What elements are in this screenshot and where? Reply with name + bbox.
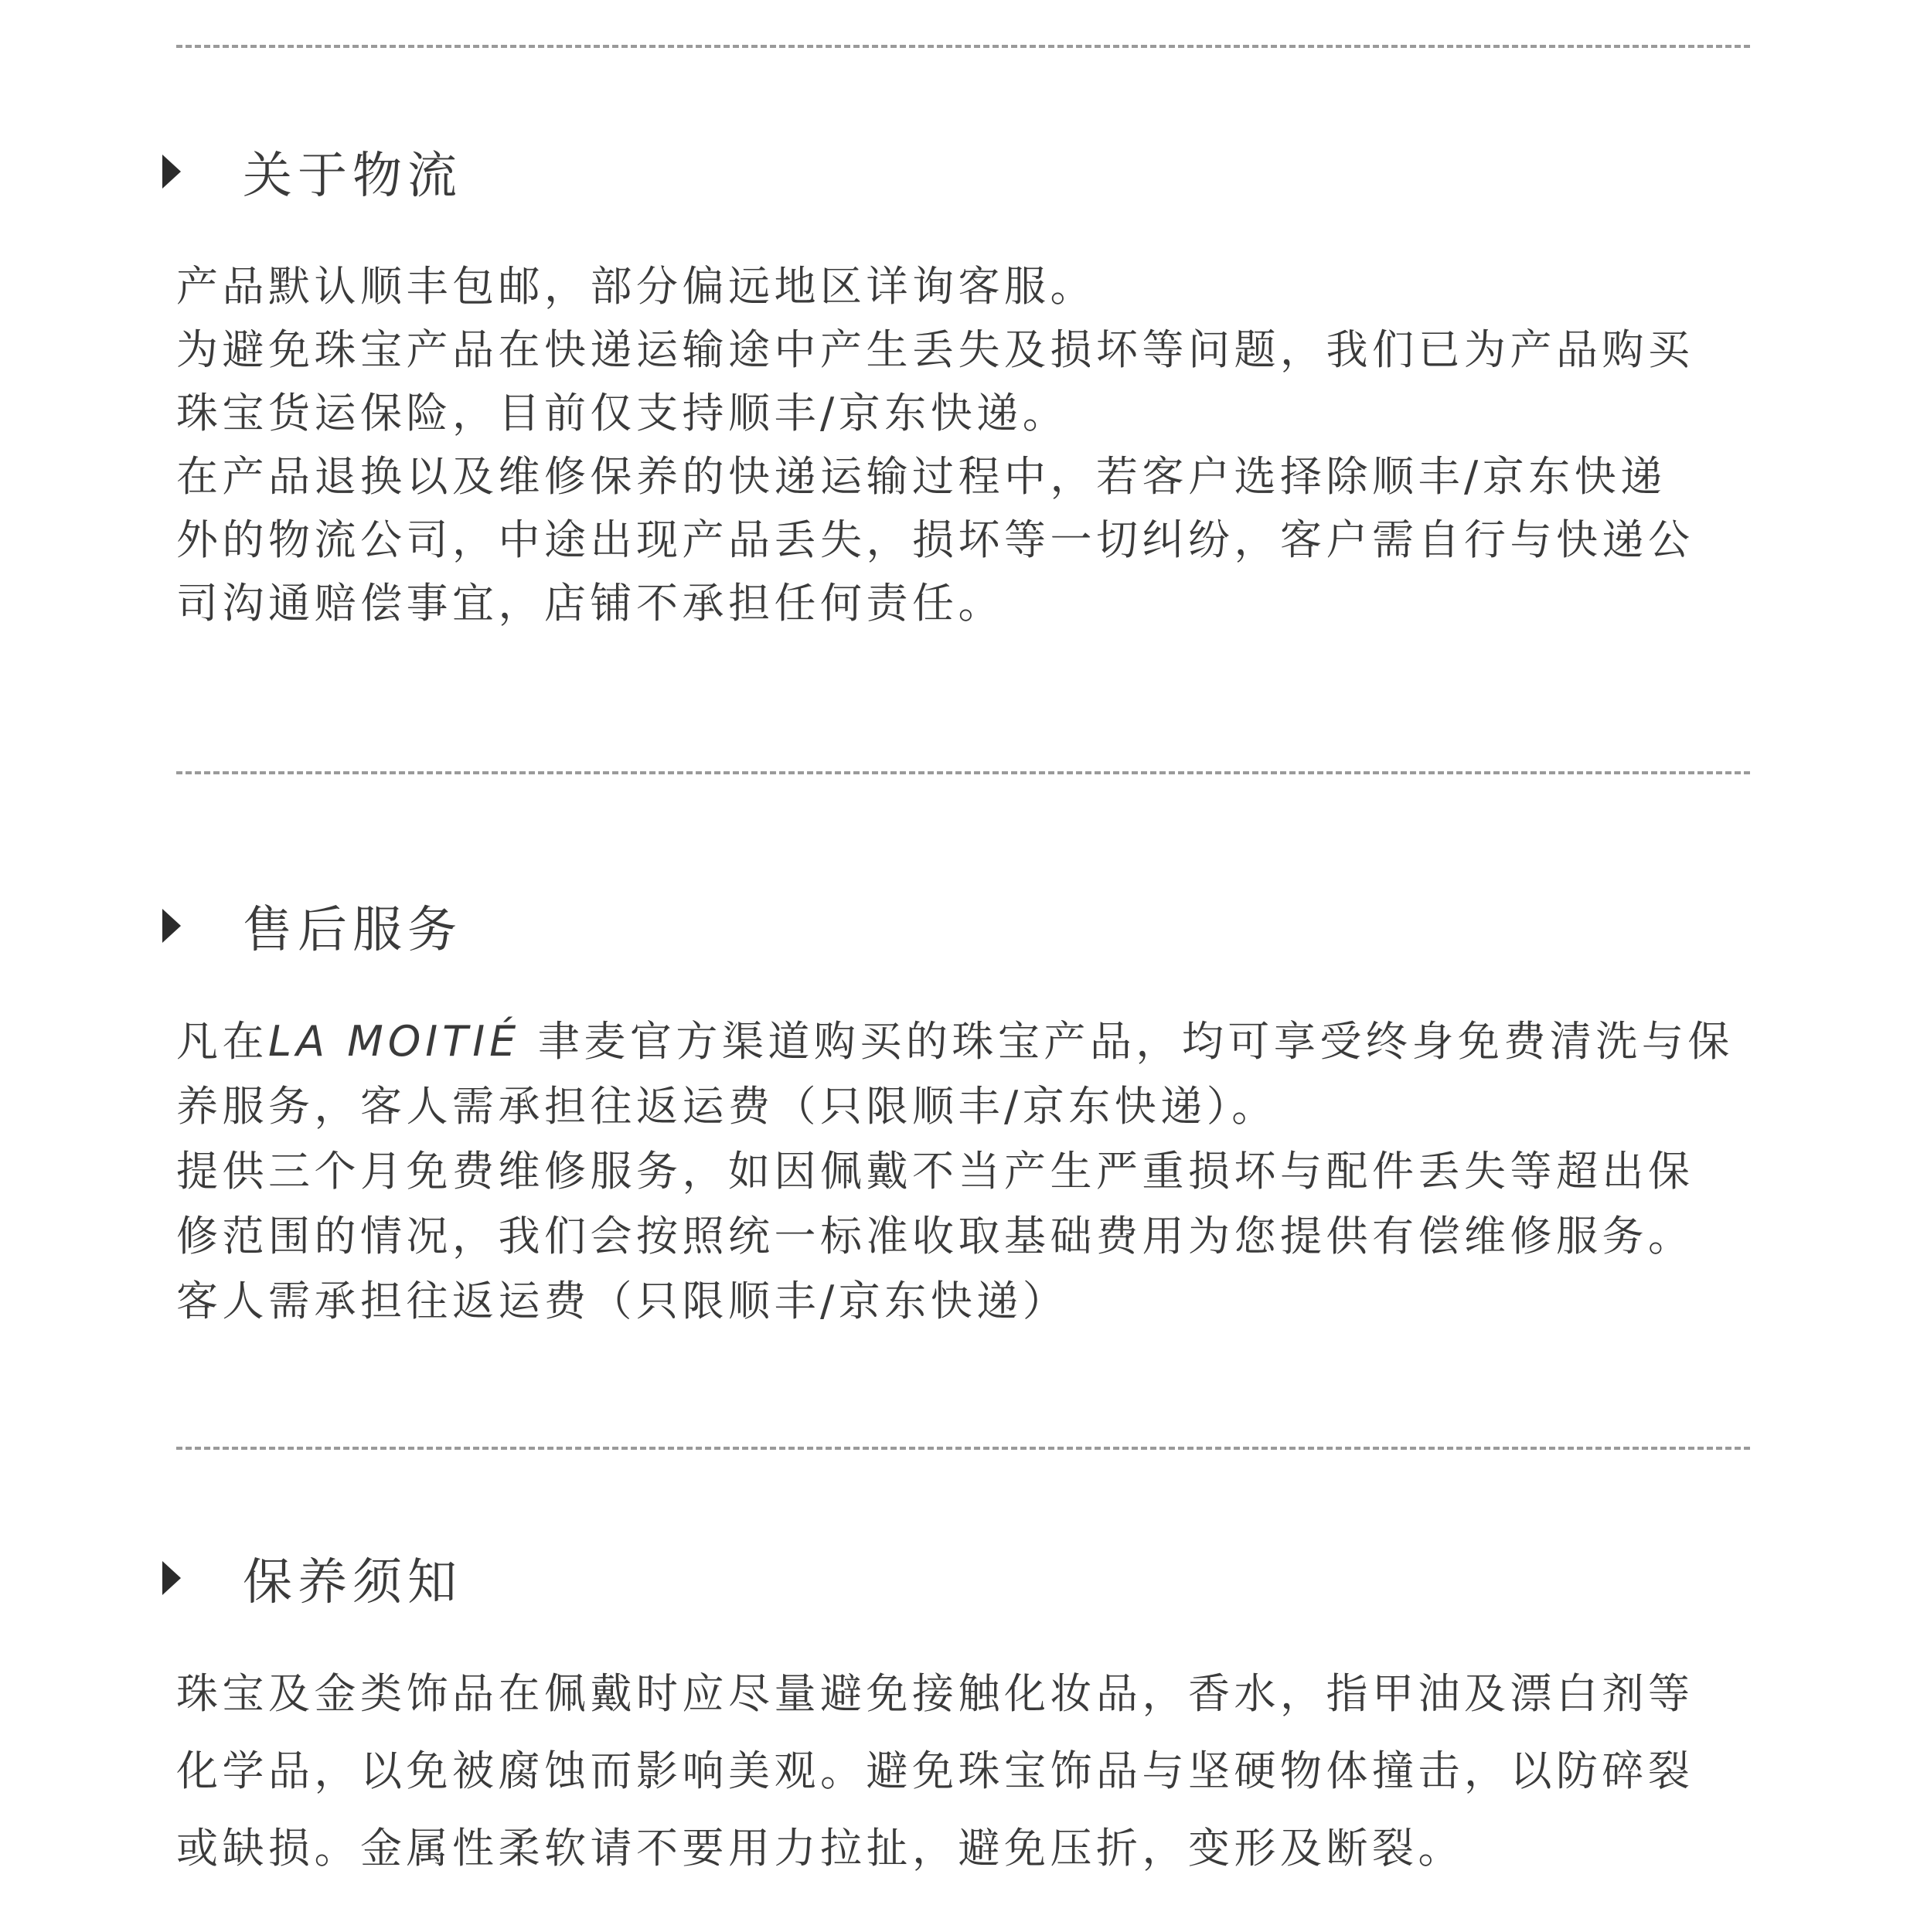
text-prefix: 凡在 xyxy=(176,1017,268,1066)
triangle-right-icon xyxy=(162,909,181,943)
section-heading-aftersales xyxy=(162,895,462,957)
text-line: 为避免珠宝产品在快递运输途中产生丢失及损坏等问题，我们已为产品购买 xyxy=(176,325,1694,374)
text-line: 产品默认顺丰包邮，部分偏远地区详询客服。 xyxy=(176,262,1096,311)
text-line: 外的物流公司，中途出现产品丢失，损坏等一切纠纷，客户需自行与快递公 xyxy=(176,515,1694,564)
text-line: 司沟通赔偿事宜，店铺不承担任何责任。 xyxy=(176,579,1004,628)
aftersales-paragraph xyxy=(176,1009,1753,1334)
text-line: 在产品退换以及维修保养的快递运输过程中，若客户选择除顺丰/京东快递 xyxy=(176,452,1667,501)
text-line: 珠宝及金类饰品在佩戴时应尽量避免接触化妆品，香水，指甲油及漂白剂等 xyxy=(176,1669,1694,1718)
triangle-right-icon xyxy=(162,1561,181,1595)
section-divider xyxy=(176,1447,1750,1450)
text-suffix: 聿麦官方渠道购买的珠宝产品，均可享受终身免费清洗与保 xyxy=(520,1017,1734,1066)
text-line: 化学品，以免被腐蚀而影响美观。避免珠宝饰品与坚硬物体撞击，以防碎裂 xyxy=(176,1747,1694,1795)
triangle-right-icon xyxy=(162,155,181,189)
section-heading-logistics xyxy=(162,141,462,205)
text-line: 提供三个月免费维修服务，如因佩戴不当产生严重损坏与配件丢失等超出保 xyxy=(176,1147,1694,1196)
text-line: 珠宝货运保险，目前仅支持顺丰/京东快递。 xyxy=(176,389,1069,437)
logistics-paragraph xyxy=(176,255,1753,635)
section-title: 保养须知 xyxy=(243,1554,462,1611)
text-line: 修范围的情况，我们会按照统一标准收取基础费用为您提供有偿维修服务。 xyxy=(176,1212,1694,1260)
text-line: 或缺损。金属性柔软请不要用力拉扯，避免压折，变形及断裂。 xyxy=(176,1824,1464,1872)
section-heading-care xyxy=(162,1547,462,1609)
brand-name: LA MOITIÉ xyxy=(268,1017,521,1066)
section-divider-top xyxy=(176,45,1750,48)
care-paragraph xyxy=(176,1655,1753,1887)
section-divider xyxy=(176,771,1750,774)
section-title: 关于物流 xyxy=(243,148,462,205)
text-line xyxy=(176,1009,1753,1074)
text-line: 养服务，客人需承担往返运费（只限顺丰/京东快递）。 xyxy=(176,1082,1278,1131)
text-line: 客人需承担往返运费（只限顺丰/京东快递） xyxy=(176,1277,1069,1325)
section-title: 售后服务 xyxy=(243,902,462,959)
